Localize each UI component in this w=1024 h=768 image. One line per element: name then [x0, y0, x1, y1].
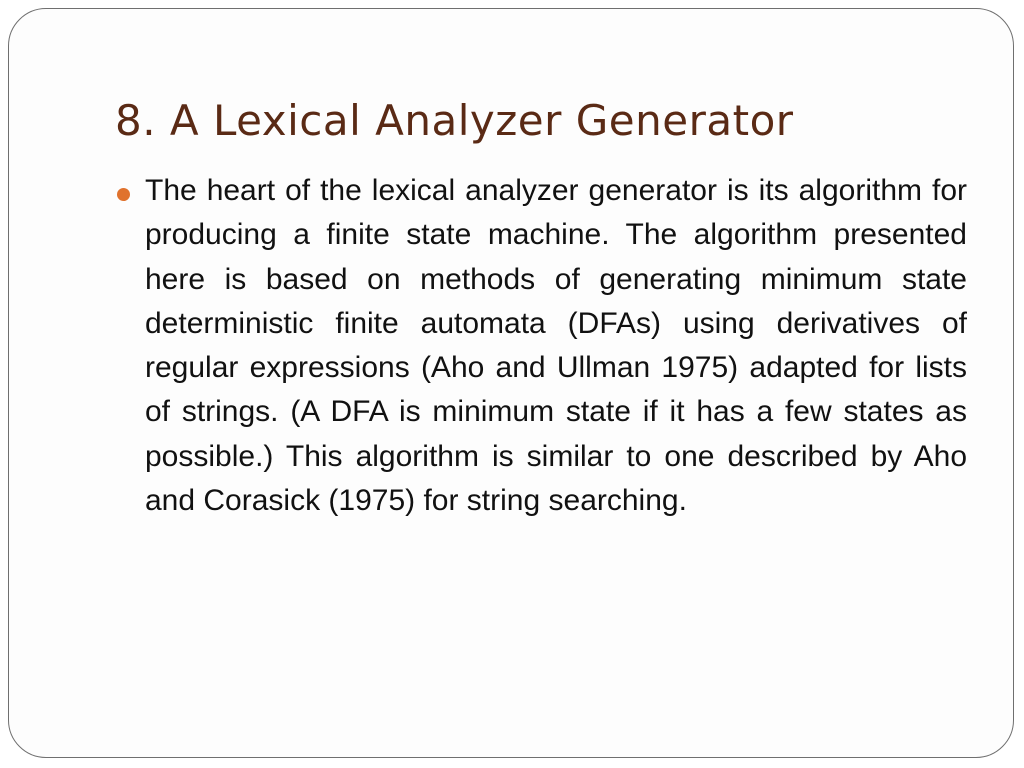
- slide-title: 8. A Lexical Analyzer Generator: [115, 96, 794, 145]
- slide: [8, 8, 1014, 758]
- bullet-dot-icon: [117, 188, 130, 201]
- bullet-item: [117, 169, 967, 523]
- slide-content: [117, 169, 967, 523]
- bullet-text: The heart of the lexical analyzer generator is its algorithm for producing a finite state machine. The algorithm presented here is based on methods of generating minimum state deterministic finite automata (DFAs) using derivatives of regular expressions (Aho and Ullman 1975) adapted for lists of strings. (A DFA is minimum state if it has a few states as possible.) This algorithm is similar to one described by Aho and Corasick (1975) for string searching.: [145, 174, 967, 518]
